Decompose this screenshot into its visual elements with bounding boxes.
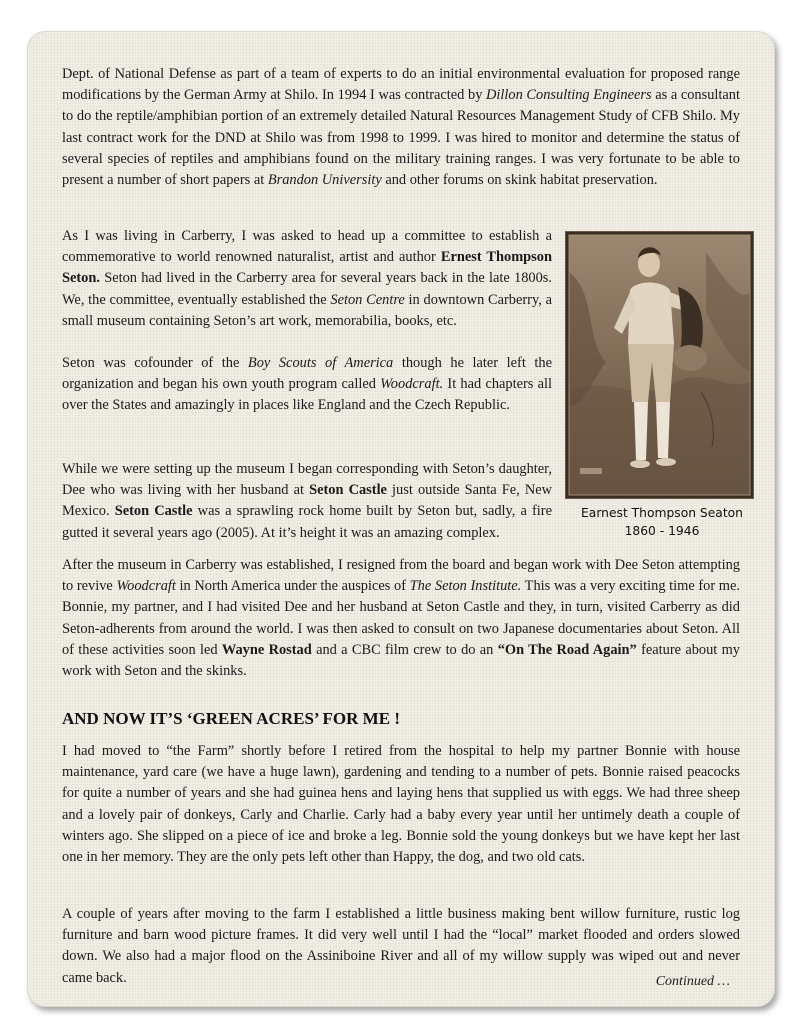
- program-name: Woodcraft: [116, 578, 176, 595]
- person-name: Wayne Rostad: [221, 641, 312, 658]
- caption-years: 1860 - 1946: [624, 524, 700, 538]
- person-name: Ernest Thompson Seton.: [62, 249, 552, 287]
- continued-note: Continued …: [655, 974, 730, 989]
- section-heading: AND NOW IT’S ‘GREEN ACRES’ FOR ME !: [62, 709, 400, 728]
- text-span: just outside Santa Fe, New Mexico.: [62, 482, 552, 520]
- paragraph-seton-centre: [62, 226, 552, 332]
- text-span: was a sprawling rock home built by Seton but, sadly, a fire gutted it several years ago (2005). At it’s height it was an amazing complex.: [62, 503, 552, 541]
- company-name: Dillon Consulting Engineers: [486, 87, 652, 104]
- place-name: Seton Castle: [114, 503, 193, 520]
- text-span: Seton was cofounder of the: [62, 355, 248, 371]
- text-span: After the museum in Carberry was established, I resigned from the board and began work with Dee Seton attempting to revive: [62, 557, 740, 595]
- photo-caption: [566, 504, 758, 540]
- institute-name: The Seton Institute.: [409, 578, 522, 595]
- paragraph-woodcraft-revival: [62, 555, 740, 682]
- text-span: though he later left the organization and began his own youth program called: [62, 355, 552, 393]
- organization-name: Boy Scouts of America: [247, 355, 394, 371]
- paragraph-farm: I had moved to “the Farm” shortly before I retired from the hospital to help my partner Bonnie with house maintenance, yard care (we have a huge lawn), gardening and tending to a number of pets. Bonnie raised peacocks for quite a number of years and she had guinea hens and laying hens that supplied us with eggs. We had three sheep and a lovely pair of donkeys, Carly and Charlie. Carly had a baby every year until her untimely death a couple of winters ago. She slipped on a piece of ice and broke a leg. Bonnie sold the young donkeys but we have kept her last one in her memory. They are the only pets left other than Happy, the dog, and two old cats.: [62, 743, 740, 866]
- place-name: Seton Centre: [330, 291, 405, 308]
- program-name: Woodcraft.: [380, 376, 444, 393]
- seton-portrait-image: [566, 232, 753, 498]
- text-span: and other forums on skink habitat preservation.: [381, 172, 658, 189]
- text-span: This was a very exciting time for me. Bonnie, my partner, and I had visited Dee and her husband at Seton Castle and they, in turn, visited Carberry as did Seton-adherents from around the world. I was then asked to consult on two Japanese documentaries about Seton. All of these activities soon led: [62, 578, 740, 658]
- text-span: It had chapters all over the States and amazingly in places like England and the Czech Republic.: [62, 376, 552, 414]
- place-name: Seton Castle: [309, 482, 387, 499]
- text-span: as a consultant to do the reptile/amphibian portion of an extremely detailed Natural Resources Management Study of CFB Shilo. My last contract work for the DND at Shilo was from 1998 to 1999. I was hired to monitor and determine the status of several species of reptiles and amphibians found on the military training ranges. I was very fortunate to be able to present a number of short papers at: [62, 87, 740, 189]
- text-span: and a CBC film crew to do an: [311, 641, 498, 658]
- paragraph-seton-castle: [62, 459, 552, 544]
- university-name: Brandon University: [267, 172, 382, 189]
- text-span: in North America under the auspices of: [175, 578, 410, 595]
- text-span: As I was living in Carberry, I was asked to head up a committee to establish a commemorative to world renowned naturalist, artist and author: [62, 228, 552, 266]
- paragraph-shilo: [62, 64, 740, 191]
- text-span: While we were setting up the museum I began corresponding with Seton’s daughter, Dee who was living with her husband at: [62, 461, 552, 499]
- text-span: feature about my work with Seton and the skinks.: [62, 641, 741, 680]
- seton-photo: [566, 232, 753, 498]
- show-name: “On The Road Again”: [497, 641, 637, 658]
- caption-name: Earnest Thompson Seaton: [581, 506, 743, 520]
- paragraph-boy-scouts: [62, 353, 552, 417]
- text-span: Seton had lived in the Carberry area for several years back in the late 1800s. We, the committee, eventually established the: [62, 270, 552, 308]
- paragraph-willow-furniture: A couple of years after moving to the farm I established a little business making bent willow furniture, rustic log furniture and barn wood picture frames. It did very well until I had the “local” market flooded and orders slowed down. We also had a major flood on the Assiniboine River and all of my willow supply was wiped out and never came back.: [62, 906, 740, 986]
- text-span: Dept. of National Defense as part of a team of experts to do an initial environmental evaluation for proposed range modifications by the German Army at Shilo. In 1994 I was contracted by: [62, 66, 740, 104]
- text-span: in downtown Carberry, a small museum containing Seton’s art work, memorabilia, books, etc.: [62, 291, 552, 329]
